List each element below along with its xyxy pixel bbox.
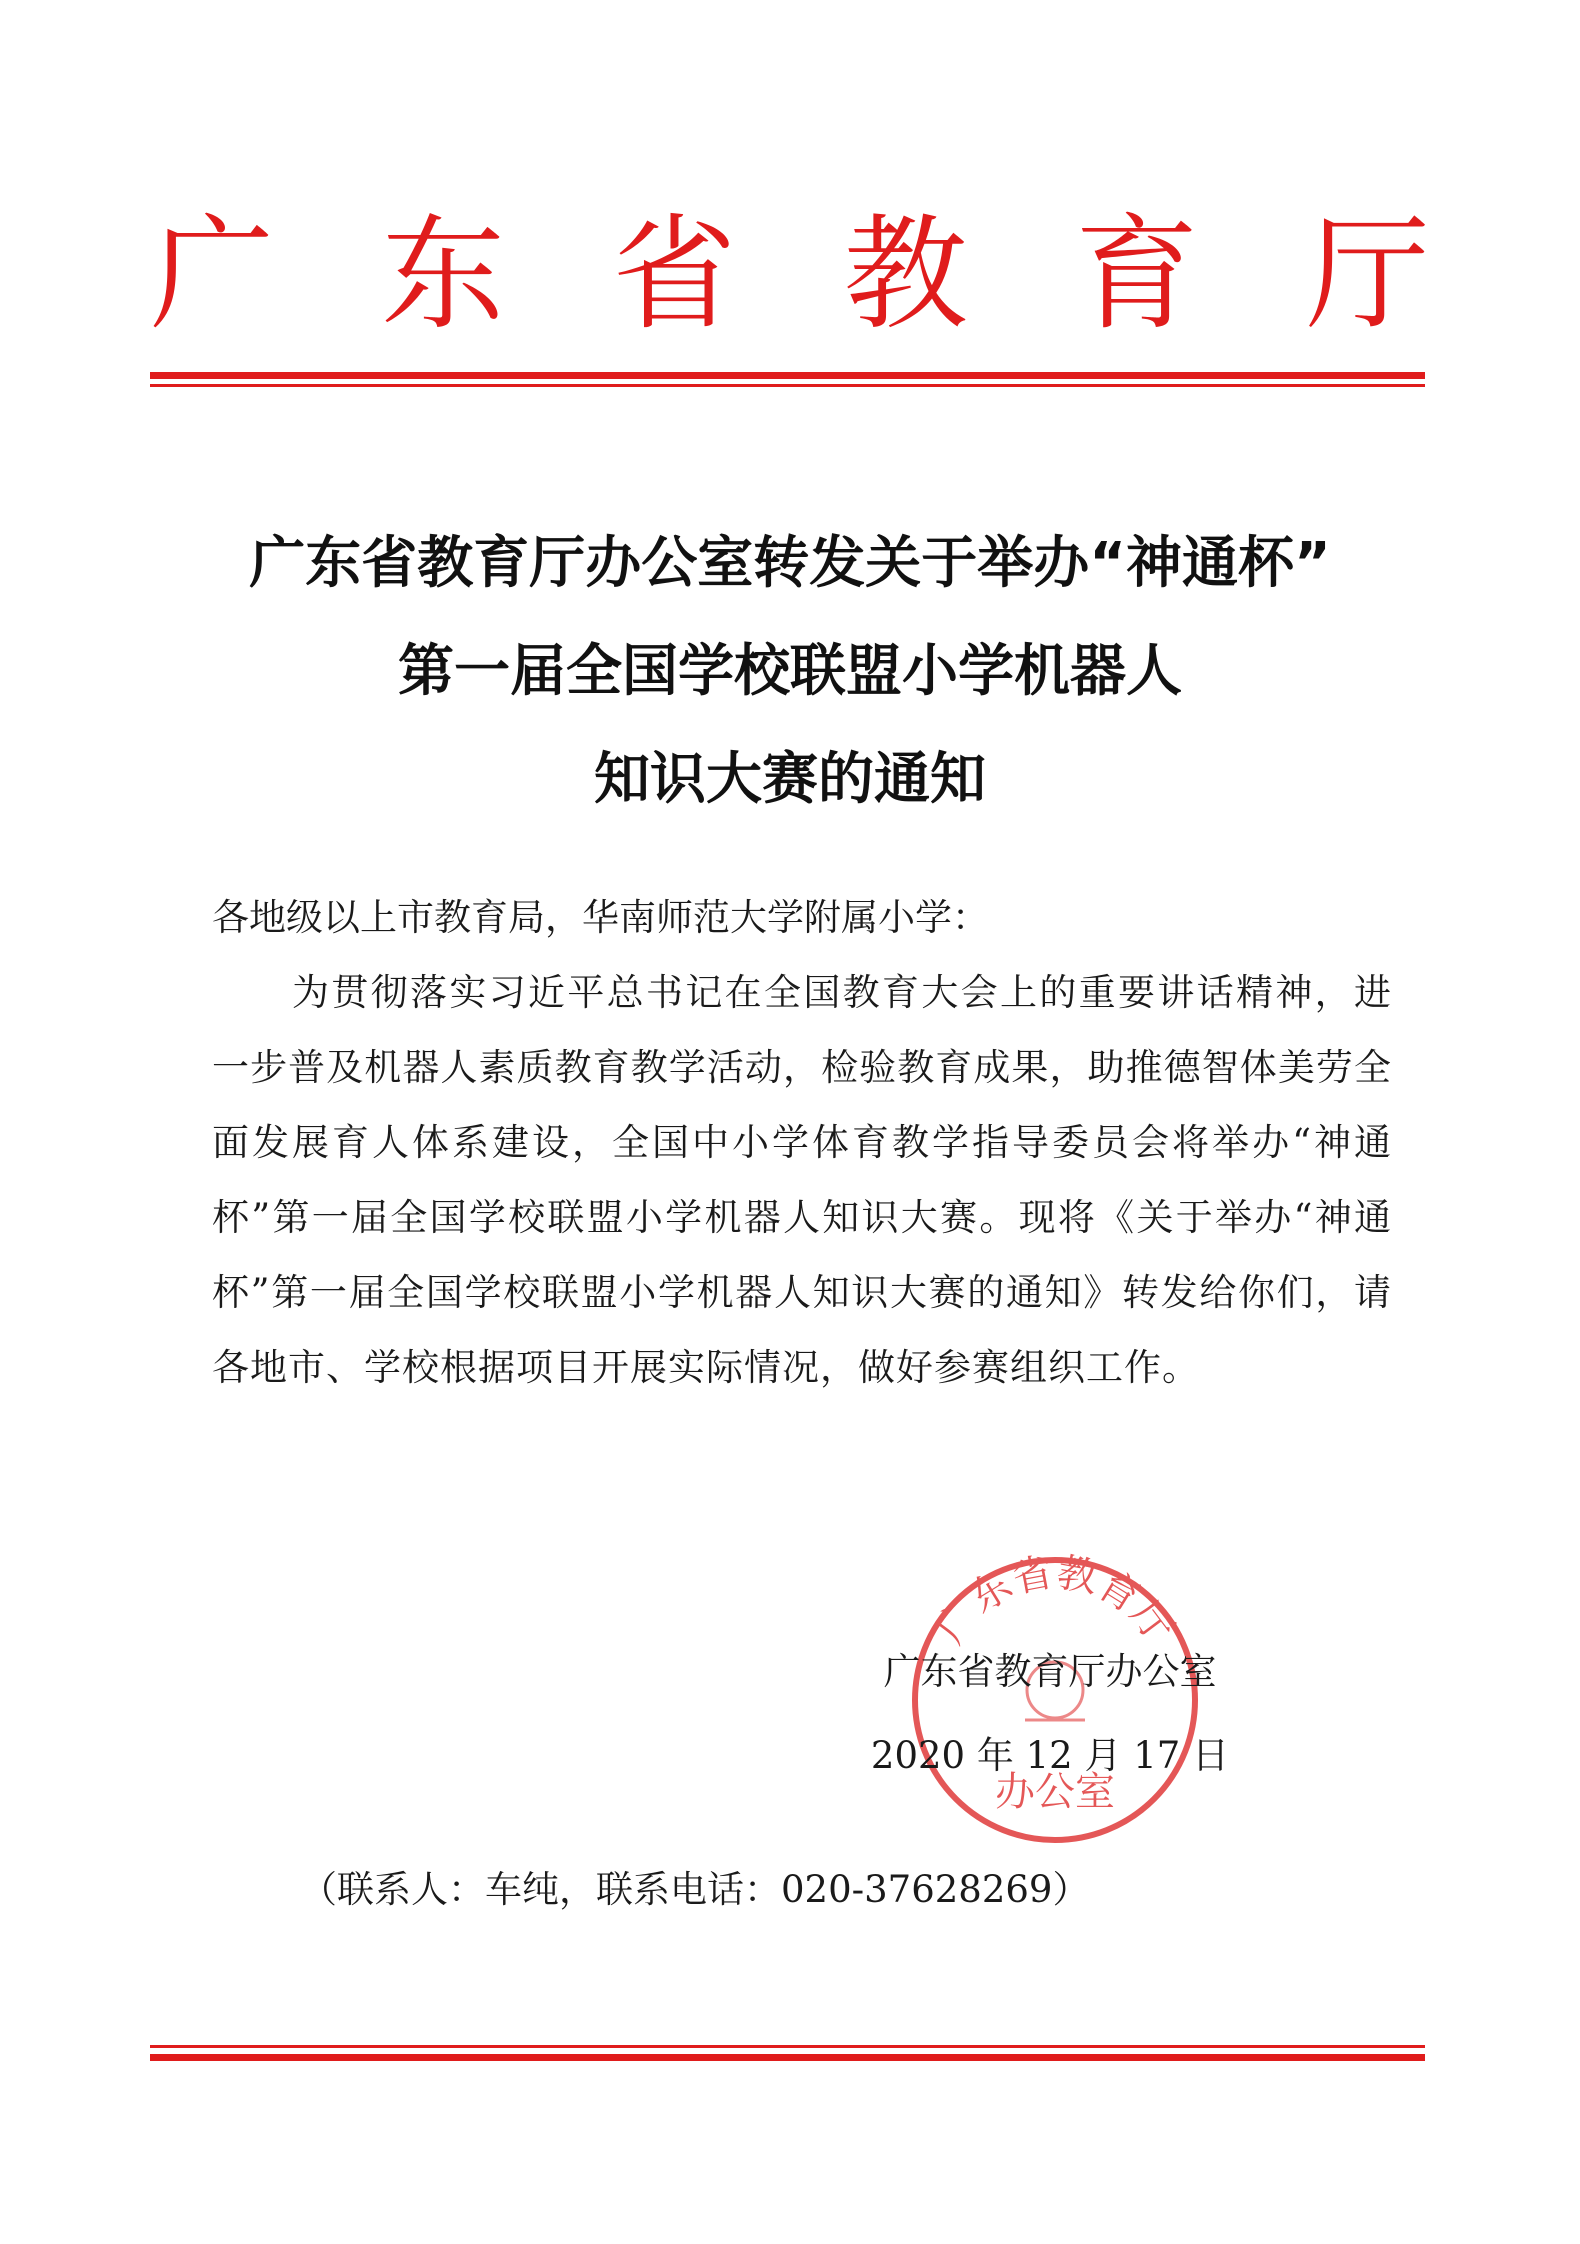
document-title	[150, 510, 1430, 834]
seal-top-text: 广东省教育厅	[927, 1550, 1183, 1652]
header-rule-thin	[150, 384, 1425, 387]
footer-rule-thin	[150, 2045, 1425, 2048]
footer-rule-thick	[150, 2054, 1425, 2061]
title-line-1: 广东省教育厅办公室转发关于举办“神通杯”	[249, 531, 1331, 596]
masthead-char: 广	[150, 203, 275, 347]
contact-info: （联系人：车纯，联系电话：020-37628269）	[300, 1868, 1090, 1911]
issue-date: 2020 年 12 月 17 日	[870, 1734, 1230, 1777]
title-line-2: 第一届全国学校联盟小学机器人	[398, 639, 1182, 704]
masthead	[150, 190, 1430, 360]
signature-block	[840, 1630, 1260, 1798]
header-rule-thick	[150, 372, 1425, 379]
salutation: 各地级以上市教育局，华南师范大学附属小学：	[212, 896, 989, 939]
masthead-char: 东	[381, 203, 506, 347]
masthead-char: 省	[612, 203, 737, 347]
issuer: 广东省教育厅办公室	[883, 1650, 1217, 1693]
body-paragraph: 为贯彻落实习近平总书记在全国教育大会上的重要讲话精神，进一步普及机器人素质教育教学活动，检验教育成果，助推德智体美劳全面发展育人体系建设，全国中小学体育教学指导委员会将举办“神通杯”第一届全国学校联盟小学机器人知识大赛。现将《关于举办“神通杯”第一届全国学校联盟小学机器人知识大赛的通知》转发给你们，请各地市、学校根据项目开展实际情况，做好参赛组织工作。	[212, 971, 1392, 1389]
title-line-3: 知识大赛的通知	[594, 747, 986, 812]
masthead-char: 教	[843, 203, 968, 347]
masthead-char: 育	[1074, 203, 1199, 347]
document-body	[212, 880, 1392, 1405]
masthead-char: 厅	[1305, 203, 1430, 347]
seal-bottom-text: 办公室	[995, 1769, 1115, 1815]
